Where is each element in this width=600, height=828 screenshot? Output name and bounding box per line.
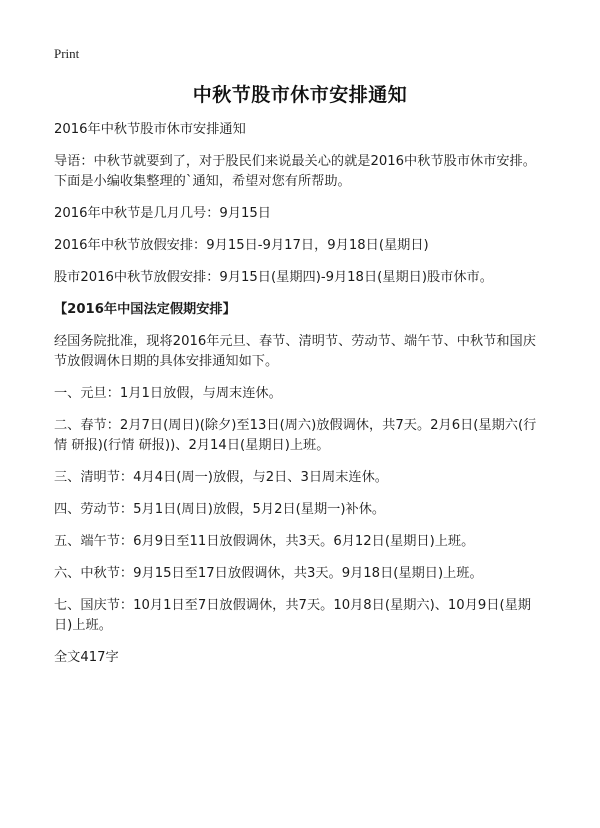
holiday-item: 四、劳动节：5月1日(周日)放假，5月2日(星期一)补休。 — [54, 502, 386, 517]
holiday-item: 七、国庆节：10月1日至7日放假调休，共7天。10月8日(星期六)、10月9日(星期日)上班。 — [54, 598, 531, 633]
word-count: 全文417字 — [54, 650, 119, 665]
section-heading: 【2016年中国法定假期安排】 — [54, 302, 236, 317]
date-line: 2016年中秋节是几月几号：9月15日 — [54, 206, 271, 221]
holiday-item: 五、端午节：6月9日至11日放假调休，共3天。6月12日(星期日)上班。 — [54, 534, 475, 549]
holiday-item: 一、元旦：1月1日放假，与周末连休。 — [54, 386, 282, 401]
holiday-line: 2016年中秋节放假安排：9月15日-9月17日，9月18日(星期日) — [54, 238, 429, 253]
holiday-item: 二、春节：2月7日(周日)(除夕)至13日(周六)放假调休，共7天。2月6日(星期六(行情 研报)(行情 研报))、2月14日(星期日)上班。 — [54, 418, 537, 453]
intro-paragraph: 导语：中秋节就要到了，对于股民们来说最关心的就是2016中秋节股市休市安排。下面是小编收集整理的`通知，希望对您有所帮助。 — [54, 154, 536, 189]
holiday-item: 三、清明节：4月4日(周一)放假，与2日、3日周末连休。 — [54, 470, 388, 485]
print-label: Print — [54, 46, 80, 61]
holiday-item: 六、中秋节：9月15日至17日放假调休，共3天。9月18日(星期日)上班。 — [54, 566, 483, 581]
market-line: 股市2016中秋节放假安排：9月15日(星期四)-9月18日(星期日)股市休市。 — [54, 270, 493, 285]
section-intro: 经国务院批准，现将2016年元旦、春节、清明节、劳动节、端午节、中秋节和国庆节放假调休日期的具体安排通知如下。 — [54, 334, 536, 369]
document-body — [54, 120, 546, 680]
page-title: 中秋节股市休市安排通知 — [192, 84, 408, 106]
subtitle: 2016年中秋节股市休市安排通知 — [54, 122, 246, 137]
